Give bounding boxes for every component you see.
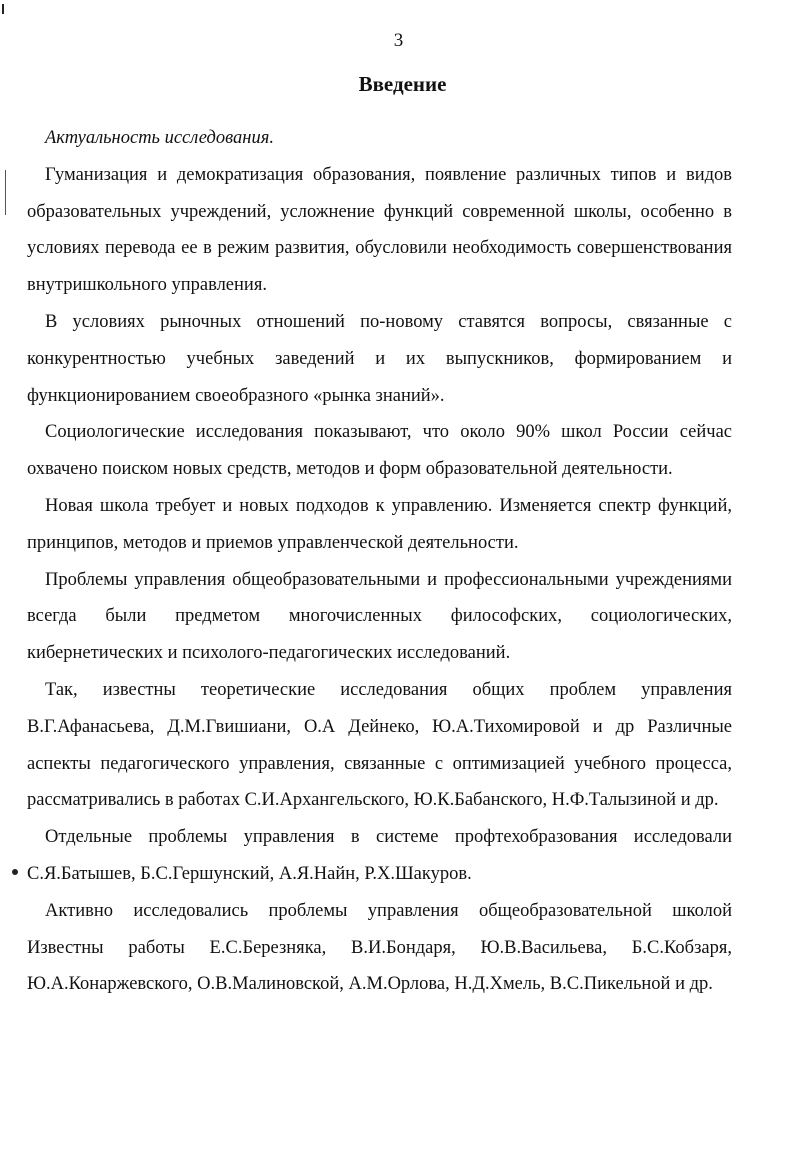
paragraph: Новая школа требует и новых подходов к управлению. Изменяется спектр функций, принципов, методов и приемов управленческой деятельности. xyxy=(27,495,732,553)
paragraph: Гуманизация и демократизация образования, появление различных типов и видов образовательных учреждений, усложнение функций современной школы, особенно в условиях перевода ее в режим развития, обусловили необходимость совершенствования внутришкольного управления. xyxy=(27,164,732,296)
paragraph: Отдельные проблемы управления в системе профтехобразования исследовали С.Я.Батышев, Б.С.Гершунский, А.Я.Найн, Р.Х.Шакуров. xyxy=(27,827,732,884)
section-subheading: Актуальность исследования. xyxy=(45,128,274,148)
page-title: Введение xyxy=(358,72,447,96)
scan-artifact-dot xyxy=(12,869,18,875)
scan-artifact-mark xyxy=(2,4,4,14)
scan-artifact-mark xyxy=(5,170,6,215)
page-number: 3 xyxy=(393,30,404,51)
document-body xyxy=(27,120,732,1003)
paragraph: Активно исследовались проблемы управления общеобразовательной школой Известны работы Е.С.Березняка, В.И.Бондаря, Ю.В.Васильева, Б.С.Кобзаря, Ю.А.Конаржевского, О.В.Малиновской, А.М.Орлова, Н.Д.Хмель, В.С.Пикельной и др. xyxy=(27,900,732,995)
paragraph: Проблемы управления общеобразовательными и профессиональными учреждениями всегда были предметом многочисленных философских, социологических, кибернетических и психолого-педагогических исследований. xyxy=(27,569,732,664)
paragraph: Социологические исследования показывают, что около 90% школ России сейчас охвачено поиском новых средств, методов и форм образовательной деятельности. xyxy=(27,422,732,480)
paragraph: Так, известны теоретические исследования общих проблем управления В.Г.Афанасьева, Д.М.Гвишиани, О.А Дейнеко, Ю.А.Тихомировой и др Различные аспекты педагогического управления, связанные с оптимизацией учебного процесса, рассматривались в работах С.И.Архангельского, Ю.К.Бабанского, Н.Ф.Талызиной и др. xyxy=(27,679,732,811)
paragraph: В условиях рыночных отношений по-новому ставятся вопросы, связанные с конкурентностью учебных заведений и их выпускников, формированием и функционированием своеобразного «рынка знаний». xyxy=(27,311,732,406)
